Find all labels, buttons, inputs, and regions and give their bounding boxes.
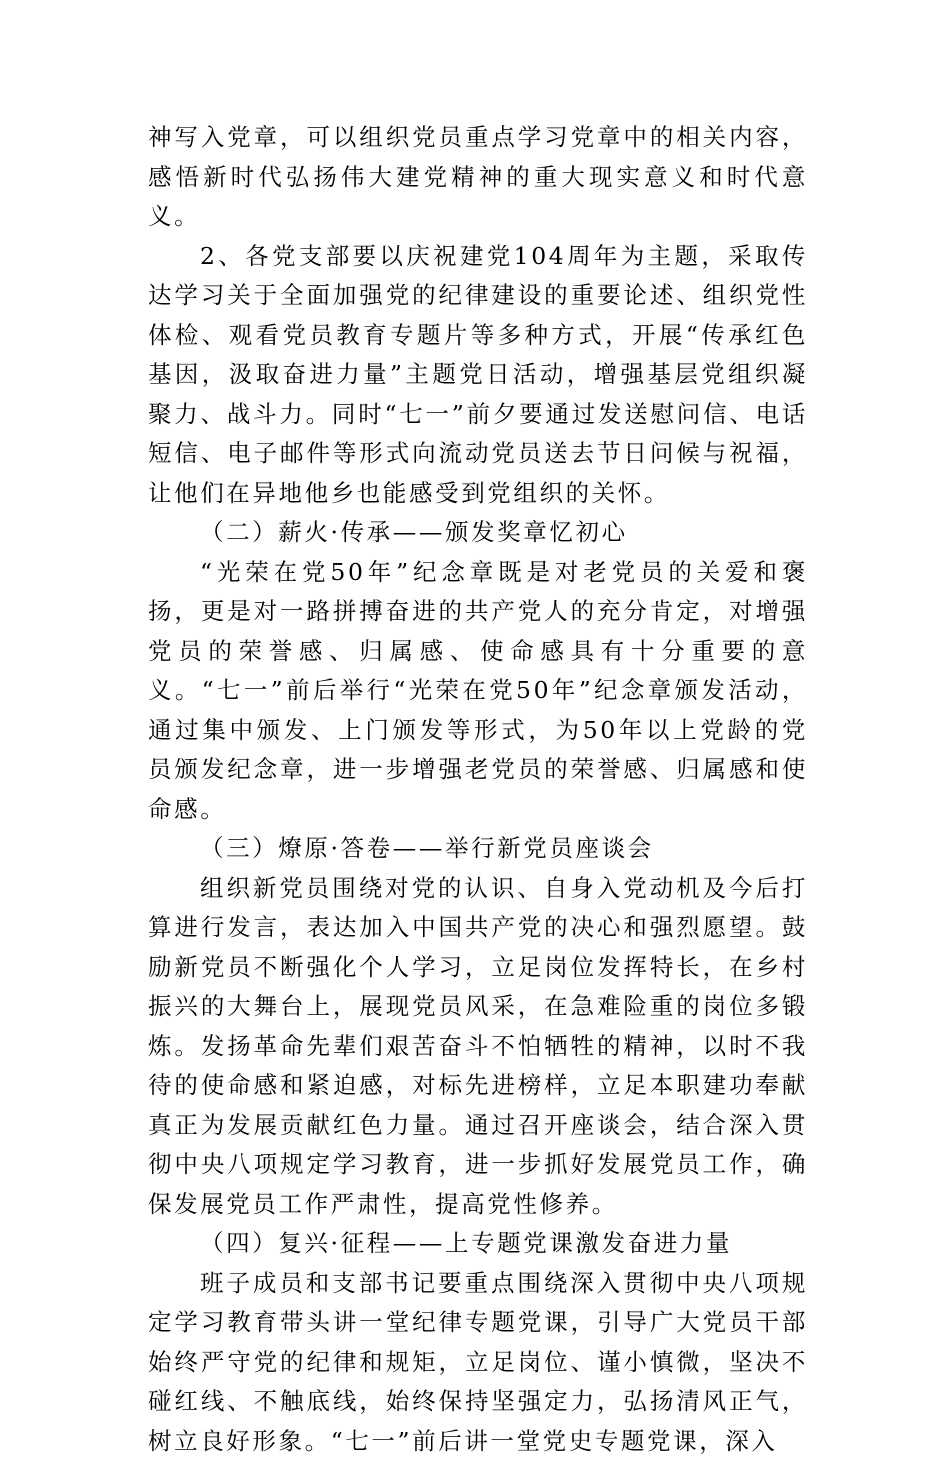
section-heading: （四）复兴·征程——上专题党课激发奋进力量 [148,1224,808,1264]
body-paragraph: 班子成员和支部书记要重点围绕深入贯彻中央八项规定学习教育带头讲一堂纪律专题党课，引导广大党员干部始终严守党的纪律和规矩，立足岗位、谨小慎微，坚决不碰红线、不触底线，始终保持坚强定力，弘扬清风正气，树立良好形象。“七一”前后讲一堂党史专题党课，深入 [148,1264,808,1461]
section-heading: （三）燎原·答卷——举行新党员座谈会 [148,829,808,869]
body-paragraph: 组织新党员围绕对党的认识、自身入党动机及今后打算进行发言，表达加入中国共产党的决心和强烈愿望。鼓励新党员不断强化个人学习，立足岗位发挥特长，在乡村振兴的大舞台上，展现党员风采，在急难险重的岗位多锻炼。发扬革命先辈们艰苦奋斗不怕牺牲的精神，以时不我待的使命感和紧迫感，对标先进榜样，立足本职建功奉献真正为发展贡献红色力量。通过召开座谈会，结合深入贯彻中央八项规定学习教育，进一步抓好发展党员工作，确保发展党员工作严肃性，提高党性修养。 [148,869,808,1225]
body-paragraph: 神写入党章，可以组织党员重点学习党章中的相关内容，感悟新时代弘扬伟大建党精神的重大现实意义和时代意义。 [148,118,808,237]
section-heading: （二）薪火·传承——颁发奖章忆初心 [148,513,808,553]
body-paragraph: “光荣在党50年”纪念章既是对老党员的关爱和褒扬，更是对一路拼搏奋进的共产党人的充分肯定，对增强党员的荣誉感、归属感、使命感具有十分重要的意义。“七一”前后举行“光荣在党50年”纪念章颁发活动，通过集中颁发、上门颁发等形式，为50年以上党龄的党员颁发纪念章，进一步增强老党员的荣誉感、归属感和使命感。 [148,553,808,830]
body-paragraph: 2、各党支部要以庆祝建党104周年为主题，采取传达学习关于全面加强党的纪律建设的重要论述、组织党性体检、观看党员教育专题片等多种方式，开展“传承红色基因，汲取奋进力量”主题党日活动，增强基层党组织凝聚力、战斗力。同时“七一”前夕要通过发送慰问信、电话短信、电子邮件等形式向流动党员送去节日问候与祝福，让他们在异地他乡也能感受到党组织的关怀。 [148,237,808,514]
document-body [148,118,808,1461]
